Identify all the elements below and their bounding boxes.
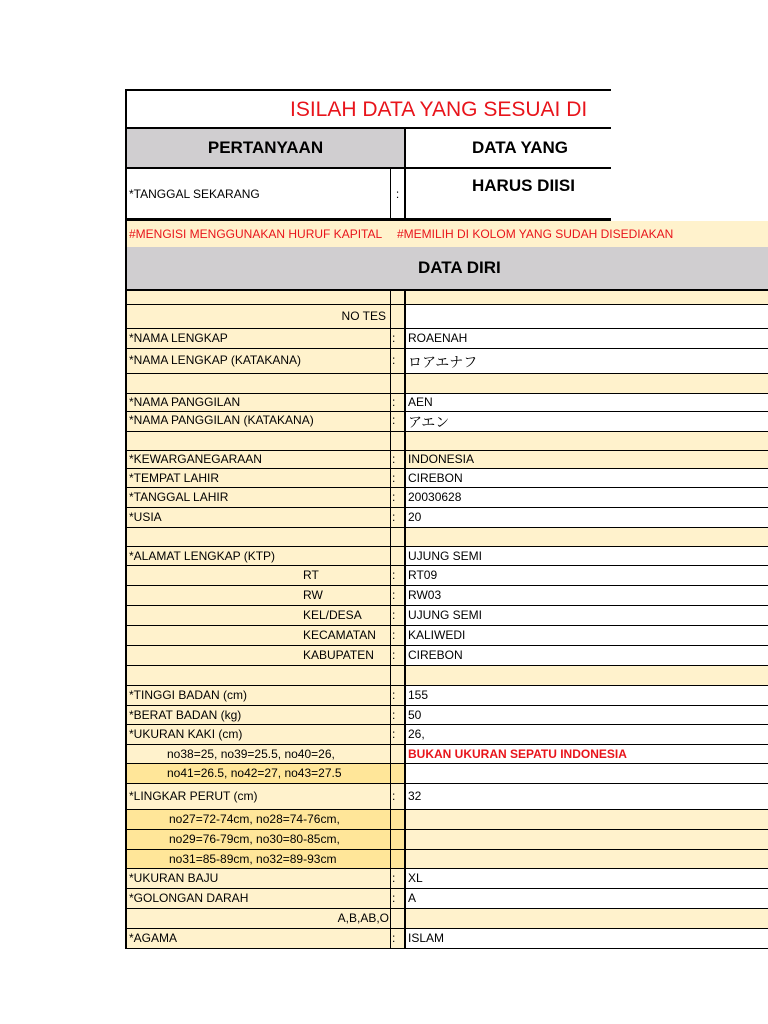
- note-kolom: #MEMILIH DI KOLOM YANG SUDAH DISEDIAKAN: [397, 227, 674, 241]
- row-ukuran-baju: *UKURAN BAJU : XL: [125, 869, 768, 889]
- row-nama-panggilan: *NAMA PANGGILAN : AEN: [125, 394, 768, 412]
- darah-hint: A,B,AB,O: [125, 909, 390, 929]
- kabupaten-label: KABUPATEN: [125, 646, 390, 666]
- nama-panggilan-label: *NAMA PANGGILAN: [125, 394, 390, 412]
- nama-lengkap-katakana-field[interactable]: ロアエナフ: [406, 349, 768, 374]
- nama-lengkap-katakana-label: *NAMA LENGKAP (KATAKANA): [125, 349, 390, 374]
- tinggi-badan-field[interactable]: 155: [406, 686, 768, 706]
- row-nama-lengkap: *NAMA LENGKAP : ROAENAH: [125, 329, 768, 349]
- row-golongan-darah: *GOLONGAN DARAH : A: [125, 889, 768, 909]
- rt-field[interactable]: RT09: [406, 566, 768, 586]
- form-title: ISILAH DATA YANG SESUAI DI: [125, 89, 611, 129]
- row-nama-lengkap-katakana: *NAMA LENGKAP (KATAKANA) : ロアエナフ: [125, 349, 768, 374]
- nama-lengkap-field[interactable]: ROAENAH: [406, 329, 768, 349]
- rw-label: RW: [125, 586, 390, 606]
- tanggal-sekarang-field[interactable]: [406, 169, 611, 221]
- ukuran-kaki-field[interactable]: 26,: [406, 725, 768, 745]
- perut-hint-1: no27=72-74cm, no28=74-76cm,: [125, 810, 390, 830]
- section-title: DATA DIRI: [418, 258, 501, 277]
- form-sheet: [125, 89, 768, 949]
- lingkar-perut-label: *LINGKAR PERUT (cm): [125, 784, 390, 810]
- perut-hint-3: no31=85-89cm, no32=89-93cm: [125, 850, 390, 869]
- row-lingkar-perut: *LINGKAR PERUT (cm) : 32: [125, 784, 768, 810]
- alamat-label: *ALAMAT LENGKAP (KTP): [125, 547, 390, 566]
- ukuran-baju-field[interactable]: XL: [406, 869, 768, 889]
- spacer-row: [125, 432, 768, 451]
- golongan-darah-field[interactable]: A: [406, 889, 768, 909]
- ukuran-kaki-label: *UKURAN KAKI (cm): [125, 725, 390, 745]
- rw-field[interactable]: RW03: [406, 586, 768, 606]
- spacer-row: [125, 291, 768, 305]
- column-header-question: PERTANYAAN: [125, 129, 406, 169]
- row-nama-panggilan-katakana: *NAMA PANGGILAN (KATAKANA) : アエン: [125, 412, 768, 432]
- kaki-hint-2: no41=26.5, no42=27, no43=27.5: [125, 764, 390, 784]
- row-kewarganegaraan: *KEWARGANEGARAAN : INDONESIA: [125, 451, 768, 469]
- spacer-row: [125, 528, 768, 547]
- berat-badan-field[interactable]: 50: [406, 706, 768, 725]
- agama-label: *AGAMA: [125, 929, 390, 949]
- tanggal-sekarang-colon: :: [390, 169, 406, 221]
- kewarganegaraan-label: *KEWARGANEGARAAN: [125, 451, 390, 469]
- row-agama: *AGAMA : ISLAM: [125, 929, 768, 949]
- kel-desa-field[interactable]: UJUNG SEMI: [406, 606, 768, 626]
- tanggal-lahir-label: *TANGGAL LAHIR: [125, 488, 390, 508]
- row-berat-badan: *BERAT BADAN (kg) : 50: [125, 706, 768, 725]
- golongan-darah-label: *GOLONGAN DARAH: [125, 889, 390, 909]
- nama-lengkap-label: *NAMA LENGKAP: [125, 329, 390, 349]
- note-kapital: #MENGISI MENGGUNAKAN HURUF KAPITAL: [129, 227, 383, 241]
- kaki-warning: BUKAN UKURAN SEPATU INDONESIA: [406, 745, 768, 764]
- berat-badan-label: *BERAT BADAN (kg): [125, 706, 390, 725]
- row-tinggi-badan: *TINGGI BADAN (cm) : 155: [125, 686, 768, 706]
- no-tes-label: NO TES: [125, 305, 390, 329]
- row-kecamatan: KECAMATAN : KALIWEDI: [125, 626, 768, 646]
- perut-hint-2: no29=76-79cm, no30=80-85cm,: [125, 830, 390, 850]
- notes-row: [125, 221, 768, 247]
- row-kaki-hint-2: [125, 764, 768, 784]
- row-darah-hint: [125, 909, 768, 929]
- row-usia: *USIA : 20: [125, 508, 768, 528]
- row-rw: RW : RW03: [125, 586, 768, 606]
- nama-panggilan-katakana-label: *NAMA PANGGILAN (KATAKANA): [125, 412, 390, 432]
- kaki-hint-1: no38=25, no39=25.5, no40=26,: [125, 745, 390, 764]
- no-tes-field[interactable]: [406, 305, 768, 329]
- tanggal-lahir-field[interactable]: 20030628: [406, 488, 768, 508]
- row-tanggal-lahir: *TANGGAL LAHIR : 20030628: [125, 488, 768, 508]
- kecamatan-label: KECAMATAN: [125, 626, 390, 646]
- kecamatan-field[interactable]: KALIWEDI: [406, 626, 768, 646]
- row-kaki-hint-1: [125, 745, 768, 764]
- alamat-field[interactable]: UJUNG SEMI: [406, 547, 768, 566]
- kewarganegaraan-field[interactable]: INDONESIA: [406, 451, 768, 469]
- row-alamat: [125, 547, 768, 566]
- row-rt: RT : RT09: [125, 566, 768, 586]
- usia-field[interactable]: 20: [406, 508, 768, 528]
- row-no-tes: [125, 305, 768, 329]
- spacer-row: [125, 666, 768, 686]
- row-kabupaten: KABUPATEN : CIREBON: [125, 646, 768, 666]
- tempat-lahir-field[interactable]: CIREBON: [406, 469, 768, 488]
- row-tempat-lahir: *TEMPAT LAHIR : CIREBON: [125, 469, 768, 488]
- spacer-row: [125, 374, 768, 394]
- ukuran-baju-label: *UKURAN BAJU: [125, 869, 390, 889]
- row-perut-hint-3: [125, 850, 768, 869]
- column-header-data: DATA YANG HARUS DIISI: [406, 129, 611, 169]
- lingkar-perut-field[interactable]: 32: [406, 784, 768, 810]
- nama-panggilan-katakana-field[interactable]: アエン: [406, 412, 768, 432]
- row-perut-hint-1: [125, 810, 768, 830]
- tinggi-badan-label: *TINGGI BADAN (cm): [125, 686, 390, 706]
- row-kel-desa: KEL/DESA : UJUNG SEMI: [125, 606, 768, 626]
- tanggal-sekarang-label: *TANGGAL SEKARANG: [125, 169, 390, 221]
- kel-desa-label: KEL/DESA: [125, 606, 390, 626]
- kabupaten-field[interactable]: CIREBON: [406, 646, 768, 666]
- row-ukuran-kaki: *UKURAN KAKI (cm) : 26,: [125, 725, 768, 745]
- tempat-lahir-label: *TEMPAT LAHIR: [125, 469, 390, 488]
- rt-label: RT: [125, 566, 390, 586]
- usia-label: *USIA: [125, 508, 390, 528]
- row-perut-hint-2: [125, 830, 768, 850]
- agama-field[interactable]: ISLAM: [406, 929, 768, 949]
- nama-panggilan-field[interactable]: AEN: [406, 394, 768, 412]
- section-header-data-diri: [125, 247, 768, 291]
